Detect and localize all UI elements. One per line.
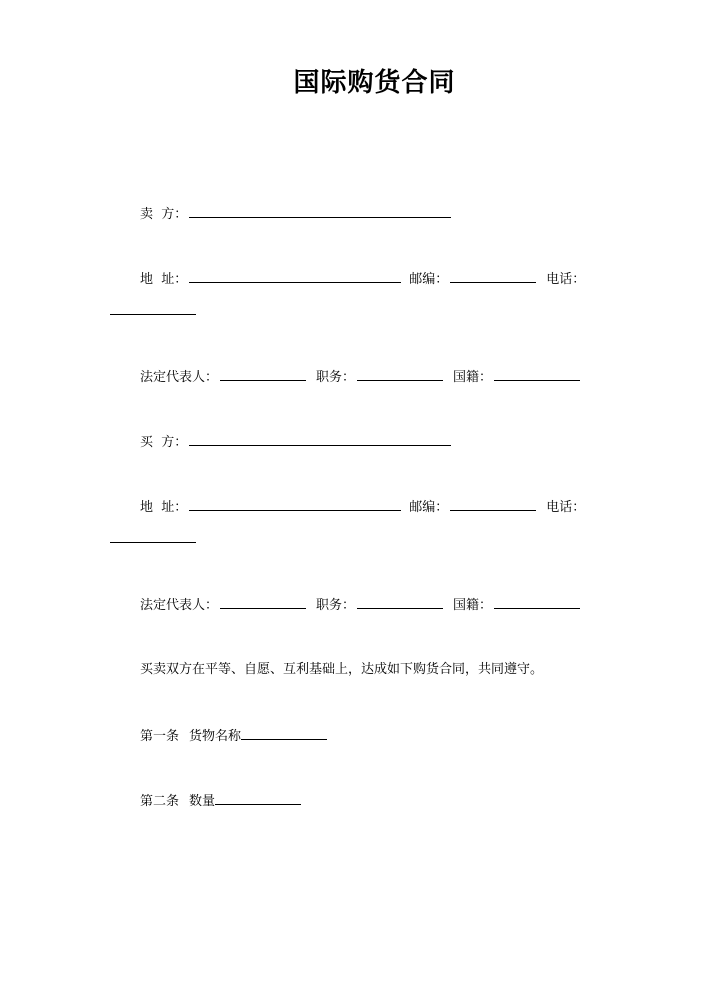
article-2-number: 第二条: [140, 794, 180, 809]
buyer-address-blank[interactable]: [189, 498, 401, 511]
agreement-text: 买卖双方在平等、自愿、互利基础上，达成如下购货合同，共同遵守。: [140, 662, 544, 677]
buyer-postcode-label: 邮编：: [409, 500, 449, 515]
buyer-address-label: 地 址：: [140, 500, 188, 515]
article-1-number: 第一条: [140, 729, 180, 744]
buyer-position-label: 职务：: [316, 598, 356, 613]
article-1-label: 货物名称: [189, 729, 242, 744]
buyer-address-line: [140, 498, 585, 517]
seller-phone-line: [110, 302, 196, 321]
seller-line: [140, 205, 451, 224]
seller-phone-blank[interactable]: [110, 302, 196, 315]
buyer-postcode-blank[interactable]: [450, 498, 536, 511]
article-2-blank[interactable]: [215, 792, 301, 805]
seller-rep-label: 法定代表人：: [140, 370, 219, 385]
buyer-phone-label: 电话：: [546, 500, 586, 515]
seller-position-blank[interactable]: [357, 368, 443, 381]
seller-rep-line: [140, 368, 580, 387]
buyer-blank[interactable]: [189, 433, 451, 446]
seller-blank[interactable]: [189, 205, 451, 218]
document-title: 国际购货合同: [293, 68, 456, 98]
buyer-nationality-blank[interactable]: [494, 596, 580, 609]
seller-label: 卖 方：: [140, 207, 188, 222]
buyer-position-blank[interactable]: [357, 596, 443, 609]
seller-address-blank[interactable]: [189, 270, 401, 283]
seller-postcode-blank[interactable]: [450, 270, 536, 283]
article-1-blank[interactable]: [241, 727, 327, 740]
article-1-line: [140, 727, 327, 746]
seller-position-label: 职务：: [316, 370, 356, 385]
article-2-line: [140, 792, 301, 811]
article-2-label: 数量: [189, 794, 216, 809]
buyer-phone-line: [110, 530, 196, 549]
seller-phone-label: 电话：: [546, 272, 586, 287]
seller-postcode-label: 邮编：: [409, 272, 449, 287]
seller-address-line: [140, 270, 585, 289]
seller-nationality-blank[interactable]: [494, 368, 580, 381]
buyer-phone-blank[interactable]: [110, 530, 196, 543]
buyer-rep-blank[interactable]: [220, 596, 306, 609]
buyer-line: [140, 433, 451, 452]
buyer-nationality-label: 国籍：: [453, 598, 493, 613]
buyer-rep-line: [140, 596, 580, 615]
seller-rep-blank[interactable]: [220, 368, 306, 381]
buyer-label: 买 方：: [140, 435, 188, 450]
seller-address-label: 地 址：: [140, 272, 188, 287]
buyer-rep-label: 法定代表人：: [140, 598, 219, 613]
seller-nationality-label: 国籍：: [453, 370, 493, 385]
